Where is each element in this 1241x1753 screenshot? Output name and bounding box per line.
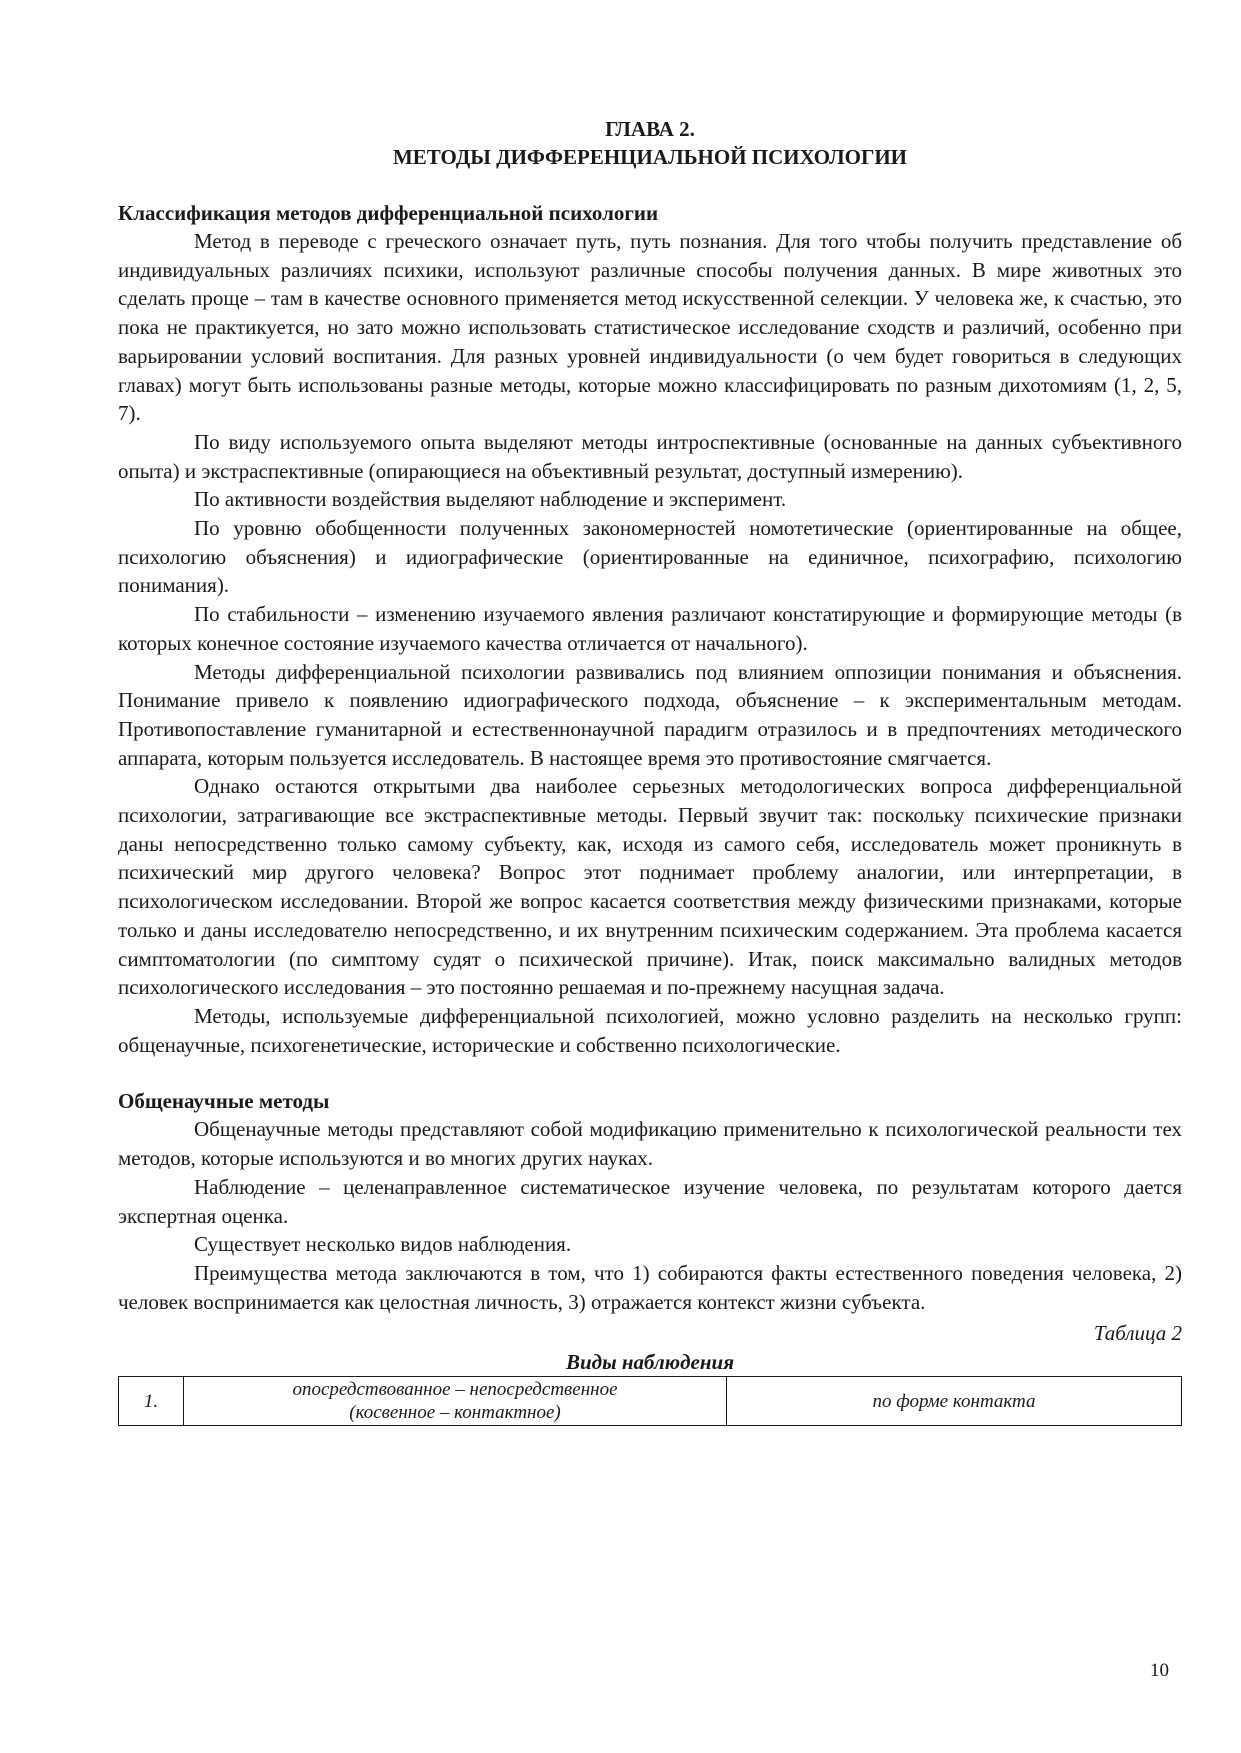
paragraph: Методы дифференциальной психологии развивались под влиянием оппозиции понимания и объяснения. Понимание привело к появлению идиографического подхода, объяснение – к экспериментальным методам. Противопоставление гуманитарной и естественнонаучной парадигм отразилось и в предпочтениях методического аппарата, которым пользуется исследователь. В настоящее время это противостояние смягчается.	[118, 659, 1182, 770]
paragraph: Методы, используемые дифференциальной психологией, можно условно разделить на несколько групп: общенаучные, психогенетические, исторические и собственно психологические.	[118, 1003, 1182, 1057]
section-gap	[118, 1059, 1182, 1087]
observation-types-table	[118, 1376, 1182, 1426]
section-title-classification: Классификация методов дифференциальной психологии	[118, 201, 659, 225]
paragraph: Метод в переводе с греческого означает путь, путь познания. Для того чтобы получить представление об индивидуальных различиях психики, используют различные способы получения данных. В мире животных это сделать проще – там в качестве основного применяется метод искусственной селекции. У человека же, к счастью, это пока не практикуется, но зато можно использовать статистическое исследование сходств и различий, особенно при варьировании условий воспитания. Для разных уровней индивидуальности (о чем будет говориться в следующих главах) могут быть использованы разные методы, которые можно классифицировать по разным дихотомиям (1, 2, 5, 7).	[118, 229, 1182, 426]
paragraph: Однако остаются открытыми два наиболее серьезных методологических вопроса дифференциальной психологии, затрагивающие все экстраспективные методы. Первый звучит так: поскольку психические признаки даны непосредственно только самому субъекту, как, исходя из самого себя, исследователь может проникнуть в психический мир другого человека? Вопрос этот поднимает проблему аналогии, или интерпретации, в психологическом исследовании. Второй же вопрос касается соответствия между физическими признаками, которые только и даны исследователю непосредственно, и их внутренним психическим содержанием. Эта проблема касается симптоматологии (по симптому судят о психической причине). Итак, поиск максимально валидных методов психологического исследования – это постоянно решаемая и по-прежнему насущная задача.	[118, 774, 1182, 1000]
paragraph: По активности воздействия выделяют наблюдение и эксперимент.	[194, 487, 787, 512]
type-line: опосредствованное – непосредственное	[292, 1379, 618, 1401]
chapter-title: МЕТОДЫ ДИФФЕРЕНЦИАЛЬНОЙ ПСИХОЛОГИИ	[392, 145, 908, 169]
paragraph: По стабильности – изменению изучаемого явления различают констатирующие и формирующие методы (в которых конечное состояние изучаемого качества отличается от начального).	[118, 602, 1182, 655]
paragraph: Существует несколько видов наблюдения.	[194, 1232, 572, 1257]
paragraph: Преимущества метода заключаются в том, что 1) собираются факты естественного поведения человека, 2) человек воспринимается как целостная личность, 3) отражается контекст жизни субъекта.	[118, 1260, 1182, 1314]
table-cell-number: 1.	[119, 1377, 184, 1426]
paragraph: По виду используемого опыта выделяют методы интроспективные (основанные на данных субъективного опыта) и экстраспективные (опирающиеся на объективный результат, доступный измерению).	[118, 429, 1182, 483]
document-page	[118, 115, 1182, 1426]
table-cell-type	[184, 1377, 727, 1426]
chapter-number: ГЛАВА 2.	[605, 117, 695, 141]
chapter-heading	[118, 115, 1182, 171]
table-title: Виды наблюдения	[565, 1350, 735, 1375]
table-row	[119, 1377, 1182, 1426]
type-line: (косвенное – контактное)	[349, 1402, 561, 1424]
table-cell-criterion: по форме контакта	[727, 1377, 1182, 1426]
section-title-general-methods: Общенаучные методы	[118, 1089, 330, 1114]
paragraph: Общенаучные методы представляют собой модификацию применительно к психологической реальности тех методов, которые используются и во многих других науках.	[118, 1117, 1182, 1171]
page-number: 10	[1150, 1660, 1169, 1681]
table-caption: Таблица 2	[1093, 1321, 1182, 1346]
paragraph: По уровню обобщенности полученных закономерностей номотетические (ориентированные на общее, психологию объяснения) и идиографические (ориентированные на единичное, психографию, психологию понимания).	[118, 516, 1182, 598]
paragraph: Наблюдение – целенаправленное систематическое изучение человека, по результатам которого дается экспертная оценка.	[118, 1174, 1182, 1228]
